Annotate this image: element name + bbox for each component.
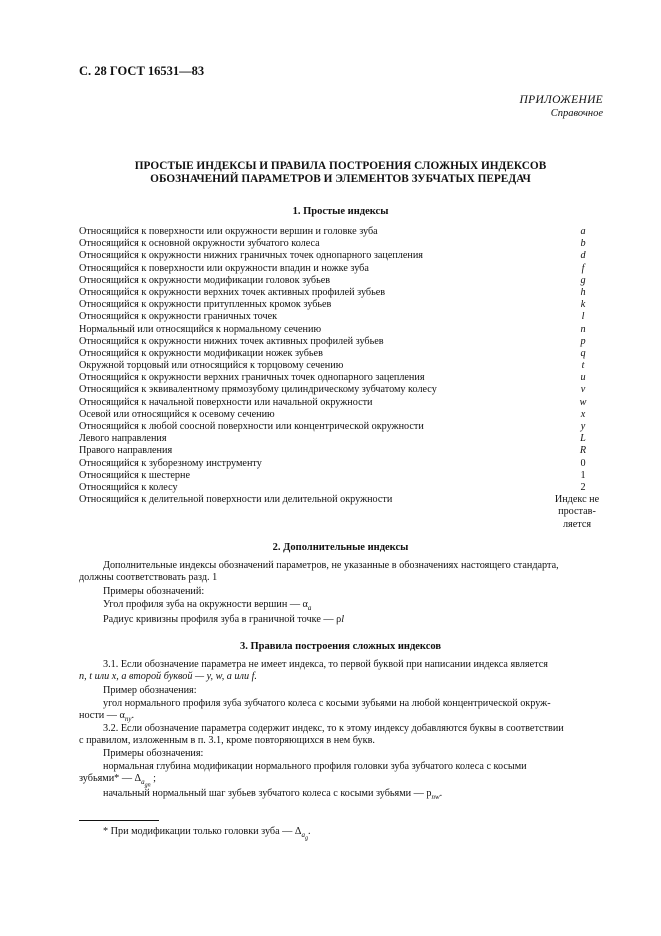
index-code: p (580, 335, 586, 347)
index-description: Относящийся к окружности притупленных кромок зубьев (79, 299, 332, 311)
index-row (79, 336, 605, 348)
index-row (79, 372, 605, 384)
index-row (79, 433, 605, 445)
index-row (79, 275, 605, 287)
index-code: g (580, 274, 586, 286)
section-2-heading: 2. Дополнительные индексы (272, 542, 409, 553)
section-2-paragraph: Дополнительные индексы обозначений параметров, не указанные в обозначениях настоящего стандарта, должны соответствовать разд. 1 (79, 560, 559, 584)
index-description: Относящийся к любой соосной поверхности или концентрической окружности (79, 421, 424, 432)
index-description: Относящийся к колесу (79, 481, 178, 493)
appendix-type: Справочное (550, 108, 603, 119)
index-code: x (580, 408, 586, 420)
index-row (79, 458, 605, 470)
index-description: Относящийся к поверхности или окружности вершин и головке зуба (79, 226, 378, 237)
index-row (79, 360, 605, 372)
section-3-example-label-2: Примеры обозначения: (103, 748, 204, 759)
index-code: k (580, 299, 586, 311)
index-description: Правого направления (79, 445, 173, 457)
index-description: Относящийся к окружности верхних граничных точек однопарного зацепления (79, 372, 425, 384)
section-3-rule-2: 3.2. Если обозначение параметра содержит индекс, то к этому индексу добавляются буквы в соответствии с правилом, изложенным в п. 3.1, кроме повторяющихся в нем букв. (79, 723, 564, 747)
index-row (79, 287, 605, 299)
title-line-1: ПРОСТЫЕ ИНДЕКСЫ И ПРАВИЛА ПОСТРОЕНИЯ СЛОЖНЫХ ИНДЕКСОВ (134, 160, 547, 172)
index-description: Нормальный или относящийся к нормальному сечению (79, 323, 322, 335)
section-3-heading: 3. Правила построения сложных индексов (239, 641, 442, 652)
index-row (79, 397, 605, 409)
section-2-example-1: Угол профиля зуба на окружности вершин — $\alpha_a$ (103, 599, 312, 613)
section-3-example-3: начальный нормальный шаг зубьев зубчатого колеса с косыми зубьями — $p_{nw}$. (103, 788, 443, 802)
index-code: v (580, 384, 586, 396)
index-description: Относящийся к начальной поверхности или начальной окружности (79, 396, 373, 408)
index-code: 2 (580, 481, 586, 493)
index-row (79, 250, 605, 262)
section-3-example-2: нормальная глубина модификации нормального профиля головки зуба зубчатого колеса с косыми зубьями* — $\Delta_{a_{gn}}$ ; (79, 761, 527, 789)
index-row (79, 445, 605, 457)
index-row (79, 409, 605, 421)
index-description: Относящийся к окружности нижних точек активных профилей зубьев (79, 335, 384, 347)
document-title (79, 160, 602, 186)
index-description: Относящийся к поверхности или окружности впадин и ножке зуба (79, 262, 369, 274)
index-row (79, 348, 605, 360)
footnote-divider (79, 820, 159, 821)
index-row-last (79, 494, 605, 530)
index-code: w (579, 396, 587, 408)
index-code: L (580, 433, 586, 445)
index-description: Относящийся к окружности верхних точек активных профилей зубьев (79, 286, 386, 298)
index-description: Относящийся к делительной поверхности или делительной окружности (79, 494, 393, 506)
section-1-heading: 1. Простые индексы (292, 206, 389, 217)
index-description: Относящийся к зуборезному инструменту (79, 457, 262, 469)
page-header: С. 28 ГОСТ 16531—83 (79, 64, 205, 78)
index-code: y (580, 421, 586, 432)
index-code: t (581, 360, 585, 372)
index-row (79, 311, 605, 323)
index-description: Левого направления (79, 433, 167, 445)
section-3-example-1: угол нормального профиля зуба зубчатого колеса с косыми зубьями на любой концентрической окруж- ности — $\alpha_{ny}$. (79, 698, 551, 724)
section-2-examples-label: Примеры обозначений: (103, 586, 205, 597)
section-3-rule-1: 3.1. Если обозначение параметра не имеет индекса, то первой буквой при написании индекса является n, t или x, а второй буквой — y, w, a или f. (79, 659, 548, 683)
index-description: Относящийся к окружности граничных точек (79, 311, 278, 323)
footnote: * При модификации только головки зуба — $\Delta_{a_g}$. (103, 826, 311, 842)
appendix-label-block (520, 93, 603, 121)
index-row (79, 226, 605, 238)
index-row (79, 421, 605, 433)
index-code: u (580, 372, 586, 384)
index-description: Относящийся к окружности нижних граничных точек однопарного зацепления (79, 250, 423, 262)
index-code: l (581, 311, 585, 323)
index-description: Окружной торцовый или относящийся к торцовому сечению (79, 360, 344, 372)
section-2-example-2: Радиус кривизны профиля зуба в граничной точке — ρl (103, 614, 345, 625)
index-code-note: Индекс не простав- ляется (554, 494, 600, 530)
index-description: Относящийся к окружности модификации головок зубьев (79, 274, 331, 286)
index-row (79, 482, 605, 494)
index-code: b (580, 238, 586, 250)
index-description: Осевой или относящийся к осевому сечению (79, 408, 275, 420)
index-code: d (580, 250, 586, 262)
section-3-example-label-1: Пример обозначения: (103, 685, 197, 696)
index-row (79, 299, 605, 311)
simple-index-table (79, 226, 605, 530)
index-code: R (579, 445, 587, 457)
index-code: h (580, 286, 586, 298)
index-row (79, 238, 605, 250)
index-description: Относящийся к шестерне (79, 469, 190, 481)
index-row (79, 263, 605, 275)
index-description: Относящийся к основной окружности зубчатого колеса (79, 238, 320, 250)
index-code: f (581, 262, 585, 274)
index-code: n (580, 323, 586, 335)
index-code: a (580, 226, 586, 237)
title-line-2: ОБОЗНАЧЕНИЙ ПАРАМЕТРОВ И ЭЛЕМЕНТОВ ЗУБЧАТЫХ ПЕРЕДАЧ (150, 173, 531, 185)
index-code: 0 (580, 457, 586, 469)
appendix-label: ПРИЛОЖЕНИЕ (519, 94, 603, 106)
index-description: Относящийся к окружности модификации ножек зубьев (79, 347, 323, 359)
index-code: 1 (580, 469, 586, 481)
index-row (79, 384, 605, 396)
index-row (79, 470, 605, 482)
index-code: q (580, 347, 586, 359)
index-row (79, 324, 605, 336)
index-description: Относящийся к эквивалентному прямозубому цилиндрическому зубчатому колесу (79, 384, 437, 396)
